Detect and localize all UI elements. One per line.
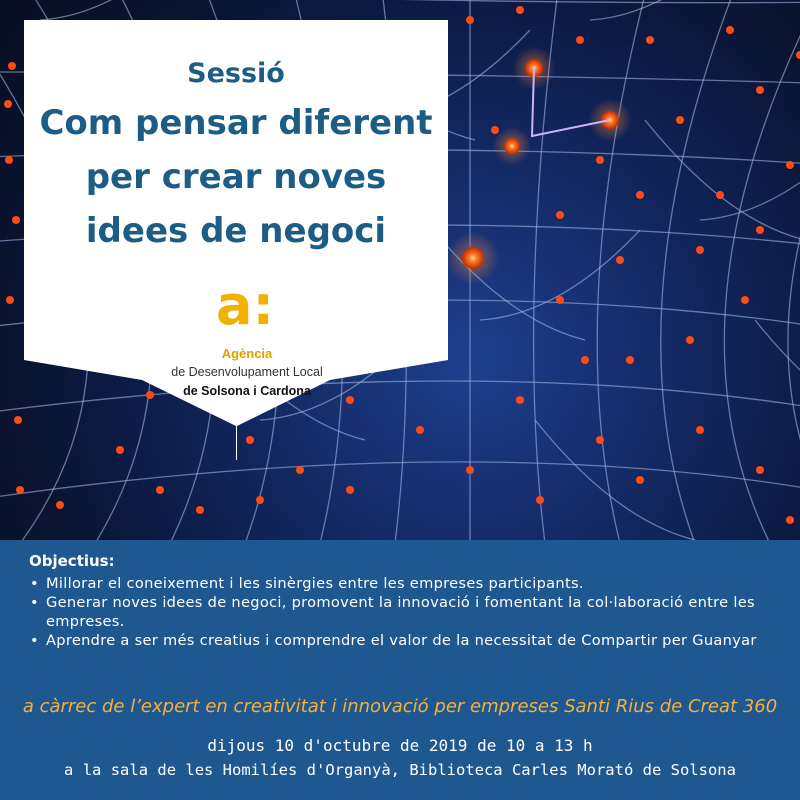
network-node bbox=[676, 116, 684, 124]
longitude-line bbox=[597, 0, 654, 540]
logo-mark: a: bbox=[216, 274, 275, 337]
title-card bbox=[24, 20, 448, 460]
network-node bbox=[796, 51, 800, 59]
network-node bbox=[8, 62, 16, 70]
longitude-line bbox=[788, 0, 800, 540]
network-link bbox=[40, 0, 200, 20]
title-line-1: Com pensar diferent bbox=[39, 103, 433, 143]
network-node bbox=[196, 506, 204, 514]
objectives-heading: Objectius: bbox=[29, 552, 115, 570]
network-node bbox=[466, 466, 474, 474]
network-node bbox=[741, 296, 749, 304]
network-node bbox=[756, 86, 764, 94]
network-node bbox=[686, 336, 694, 344]
network-node bbox=[296, 466, 304, 474]
network-link bbox=[480, 230, 640, 320]
network-node bbox=[556, 296, 564, 304]
latitude-line bbox=[0, 0, 800, 3]
network-node bbox=[156, 486, 164, 494]
event-venue: a la sala de les Homilíes d'Organyà, Biblioteca Carles Morató de Solsona bbox=[64, 761, 736, 779]
network-node bbox=[756, 466, 764, 474]
network-node bbox=[56, 501, 64, 509]
network-node-large bbox=[504, 138, 520, 154]
network-node bbox=[346, 486, 354, 494]
network-node bbox=[576, 36, 584, 44]
network-node bbox=[596, 156, 604, 164]
network-node bbox=[636, 191, 644, 199]
network-node bbox=[6, 296, 14, 304]
network-link bbox=[755, 320, 800, 440]
network-node bbox=[636, 476, 644, 484]
network-node bbox=[756, 226, 764, 234]
network-node bbox=[596, 436, 604, 444]
network-link bbox=[700, 130, 800, 220]
network-node bbox=[726, 26, 734, 34]
network-node bbox=[786, 161, 794, 169]
objectives-list bbox=[30, 574, 780, 650]
agency-logo bbox=[171, 274, 323, 412]
network-node bbox=[516, 6, 524, 14]
network-node bbox=[516, 396, 524, 404]
network-link bbox=[645, 120, 800, 240]
title-line-3: idees de negoci bbox=[85, 211, 387, 251]
logo-agency-subtitle: de Desenvolupament Local bbox=[171, 365, 323, 379]
network-node bbox=[256, 496, 264, 504]
network-node bbox=[14, 416, 22, 424]
expert-line: a càrrec de l’expert en creativitat i innovació per empreses Santi Rius de Creat 360 bbox=[22, 696, 778, 717]
network-node bbox=[696, 426, 704, 434]
objective-item: • Aprendre a ser més creatius i comprendre el valor de la necessitat de Compartir per Guanyar bbox=[30, 631, 780, 650]
logo-agency-location: de Solsona i Cardona bbox=[183, 384, 311, 398]
event-date: dijous 10 d'octubre de 2019 de 10 a 13 h bbox=[207, 736, 593, 755]
network-node bbox=[536, 496, 544, 504]
info-panel bbox=[0, 540, 800, 800]
network-node bbox=[616, 256, 624, 264]
network-node bbox=[581, 356, 589, 364]
objective-item: • Generar noves idees de negoci, promovent la innovació i fomentant la col·laboració entre les empreses. bbox=[30, 593, 780, 631]
title-line-2: per crear noves bbox=[85, 157, 387, 197]
objective-item: • Millorar el coneixement i les sinèrgies entre les empreses participants. bbox=[30, 574, 780, 593]
network-node bbox=[466, 16, 474, 24]
network-node bbox=[5, 156, 13, 164]
network-node bbox=[12, 216, 20, 224]
network-node bbox=[16, 486, 24, 494]
session-label: Sessió bbox=[187, 58, 285, 89]
logo-agency-name: Agència bbox=[221, 346, 273, 361]
network-node bbox=[491, 126, 499, 134]
network-node-large bbox=[462, 247, 484, 269]
network-node bbox=[696, 246, 704, 254]
network-node bbox=[716, 191, 724, 199]
network-link bbox=[425, 220, 585, 340]
network-node bbox=[646, 36, 654, 44]
network-node bbox=[626, 356, 634, 364]
network-node bbox=[4, 100, 12, 108]
network-node bbox=[786, 516, 794, 524]
network-node bbox=[556, 211, 564, 219]
